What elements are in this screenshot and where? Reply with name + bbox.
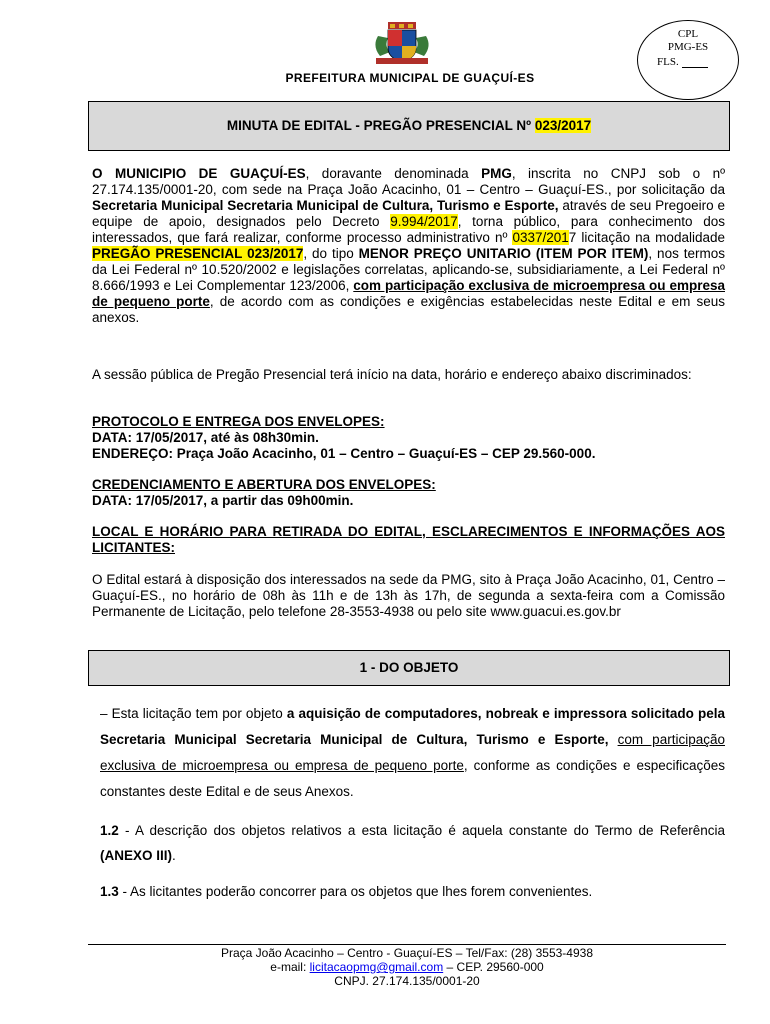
footer-divider <box>88 944 726 945</box>
sessao-paragraph: A sessão pública de Pregão Presencial terá início na data, horário e endereço abaixo discriminados: <box>92 367 692 382</box>
footer-email-label: e-mail: <box>270 960 310 974</box>
stamp-line-pmg: PMG-ES <box>667 41 709 53</box>
local-paragraph: O Edital estará à disposição dos interessados na sede da PMG, sito à Praça João Acacinho, 01, Centro – Guaçuí-ES., no horário de 08h às 11h e de 13h às 17h, de segunda a sexta-feira com a Comissão Permanente de Licitação, pelo telefone 28-3553-4938 ou pelo site www.guacui.es.gov.br <box>92 572 725 619</box>
credenciamento-heading: CREDENCIAMENTO E ABERTURA DOS ENVELOPES: <box>92 477 436 492</box>
footer <box>88 946 726 988</box>
stamp-signature-line <box>682 67 708 68</box>
objeto-paragraph-1-2 <box>100 818 725 868</box>
footer-email-line <box>88 960 726 974</box>
intro-pregao: PREGÃO PRESENCIAL 023/2017 <box>92 246 304 261</box>
objeto-text: . <box>172 848 176 863</box>
objeto-space <box>608 732 617 747</box>
local-heading-block <box>92 524 725 556</box>
intro-decreto: 9.994/2017 <box>390 214 458 229</box>
cpl-stamp <box>637 20 739 100</box>
intro-text: através de seu Pregoeiro e equipe de apoio, designados pelo Decreto <box>92 198 725 229</box>
objeto-text: , conforme as condições e especificações constantes deste Edital e de seus Anexos. <box>100 758 725 799</box>
item-number: 1.3 <box>100 884 119 899</box>
objeto-paragraph-1-3 <box>100 879 725 904</box>
edital-title-text: MINUTA DE EDITAL - PREGÃO PRESENCIAL Nº <box>226 118 535 133</box>
intro-text: , inscrita no CNPJ sob o nº 27.174.135/0001-20, com sede na Praça João Acacinho, 01 – Centro – Guaçuí-ES., por solicitação da <box>92 166 726 197</box>
objeto-text: - As licitantes poderão concorrer para os objetos que lhes forem convenientes. <box>118 884 593 899</box>
credenciamento-data: DATA: 17/05/2017, a partir das 09h00min. <box>92 493 354 508</box>
intro-processo: 0337/201 <box>512 230 569 245</box>
stamp-line-cpl: CPL <box>677 28 699 40</box>
protocolo-endereco: ENDEREÇO: Praça João Acacinho, 01 – Centro – Guaçuí-ES – CEP 29.560-000. <box>92 446 596 461</box>
stamp-line-fls: FLS. <box>657 56 679 68</box>
footer-address: Praça João Acacinho – Centro - Guaçuí-ES – Tel/Fax: (28) 3553-4938 <box>221 946 593 960</box>
edital-number: 023/2017 <box>534 118 592 133</box>
footer-cep: – CEP. 29560-000 <box>443 960 544 974</box>
prefeitura-title: PREFEITURA MUNICIPAL DE GUAÇUÍ-ES <box>285 71 535 85</box>
coat-of-arms-icon <box>370 22 434 66</box>
local-heading: LOCAL E HORÁRIO PARA RETIRADA DO EDITAL, ESCLARECIMENTOS E INFORMAÇÕES AOS LICITANTES: <box>92 524 725 555</box>
objeto-paragraph-1 <box>100 701 725 805</box>
intro-paragraph <box>92 166 725 326</box>
footer-cnpj: CNPJ. 27.174.135/0001-20 <box>334 974 480 988</box>
intro-exclusiva: com participação exclusiva de microempresa ou empresa de pequeno porte <box>92 278 725 309</box>
intro-municipio: O MUNICIPIO DE GUAÇUÍ-ES <box>92 166 306 181</box>
intro-text: , nos termos da Lei Federal nº 10.520/2002 e legislações correlatas, aplicando-se, subsidiariamente, a Lei Federal nº 8.666/1993 e Lei Complementar 123/2006, <box>92 246 725 293</box>
objeto-exclusiva: com participação exclusiva de microempresa ou empresa de pequeno porte <box>100 732 725 773</box>
footer-email-link[interactable]: licitacaopmg@gmail.com <box>309 960 444 974</box>
protocolo-section <box>92 414 725 462</box>
intro-text: , torna público, para conhecimento dos interessados, que fará realizar, conforme processo administrativo nº <box>92 214 725 245</box>
intro-text: , doravante denominada <box>305 166 482 181</box>
objeto-text: - A descrição dos objetos relativos a esta licitação é aquela constante do Termo de Referência <box>118 823 725 838</box>
objeto-heading: 1 - DO OBJETO <box>359 660 459 675</box>
intro-text: , do tipo <box>303 246 359 261</box>
objeto-text: – Esta licitação tem por objeto <box>100 706 287 721</box>
intro-secretaria: Secretaria Municipal Secretaria Municipal de Cultura, Turismo e Esporte, <box>92 198 559 213</box>
intro-text: , de acordo com as condições e exigências estabelecidas neste Edital e em seus anexos. <box>92 294 725 325</box>
intro-pmg: PMG <box>481 166 512 181</box>
credenciamento-section <box>92 477 725 509</box>
objeto-aquisicao: a aquisição de computadores, nobreak e impressora solicitado pela Secretaria Municipal Secretaria Municipal de Cultura, Turismo e Esporte, <box>100 706 725 747</box>
intro-tipo: MENOR PREÇO UNITARIO (ITEM POR ITEM) <box>358 246 649 261</box>
anexo-ref: (ANEXO III) <box>100 848 173 863</box>
edital-title-box <box>88 101 730 151</box>
objeto-heading-box <box>88 650 730 686</box>
protocolo-heading: PROTOCOLO E ENTREGA DOS ENVELOPES: <box>92 414 385 429</box>
item-number: 1.2 <box>100 823 119 838</box>
intro-text: 7 licitação na modalidade <box>568 230 725 245</box>
protocolo-data: DATA: 17/05/2017, até às 08h30min. <box>92 430 319 445</box>
